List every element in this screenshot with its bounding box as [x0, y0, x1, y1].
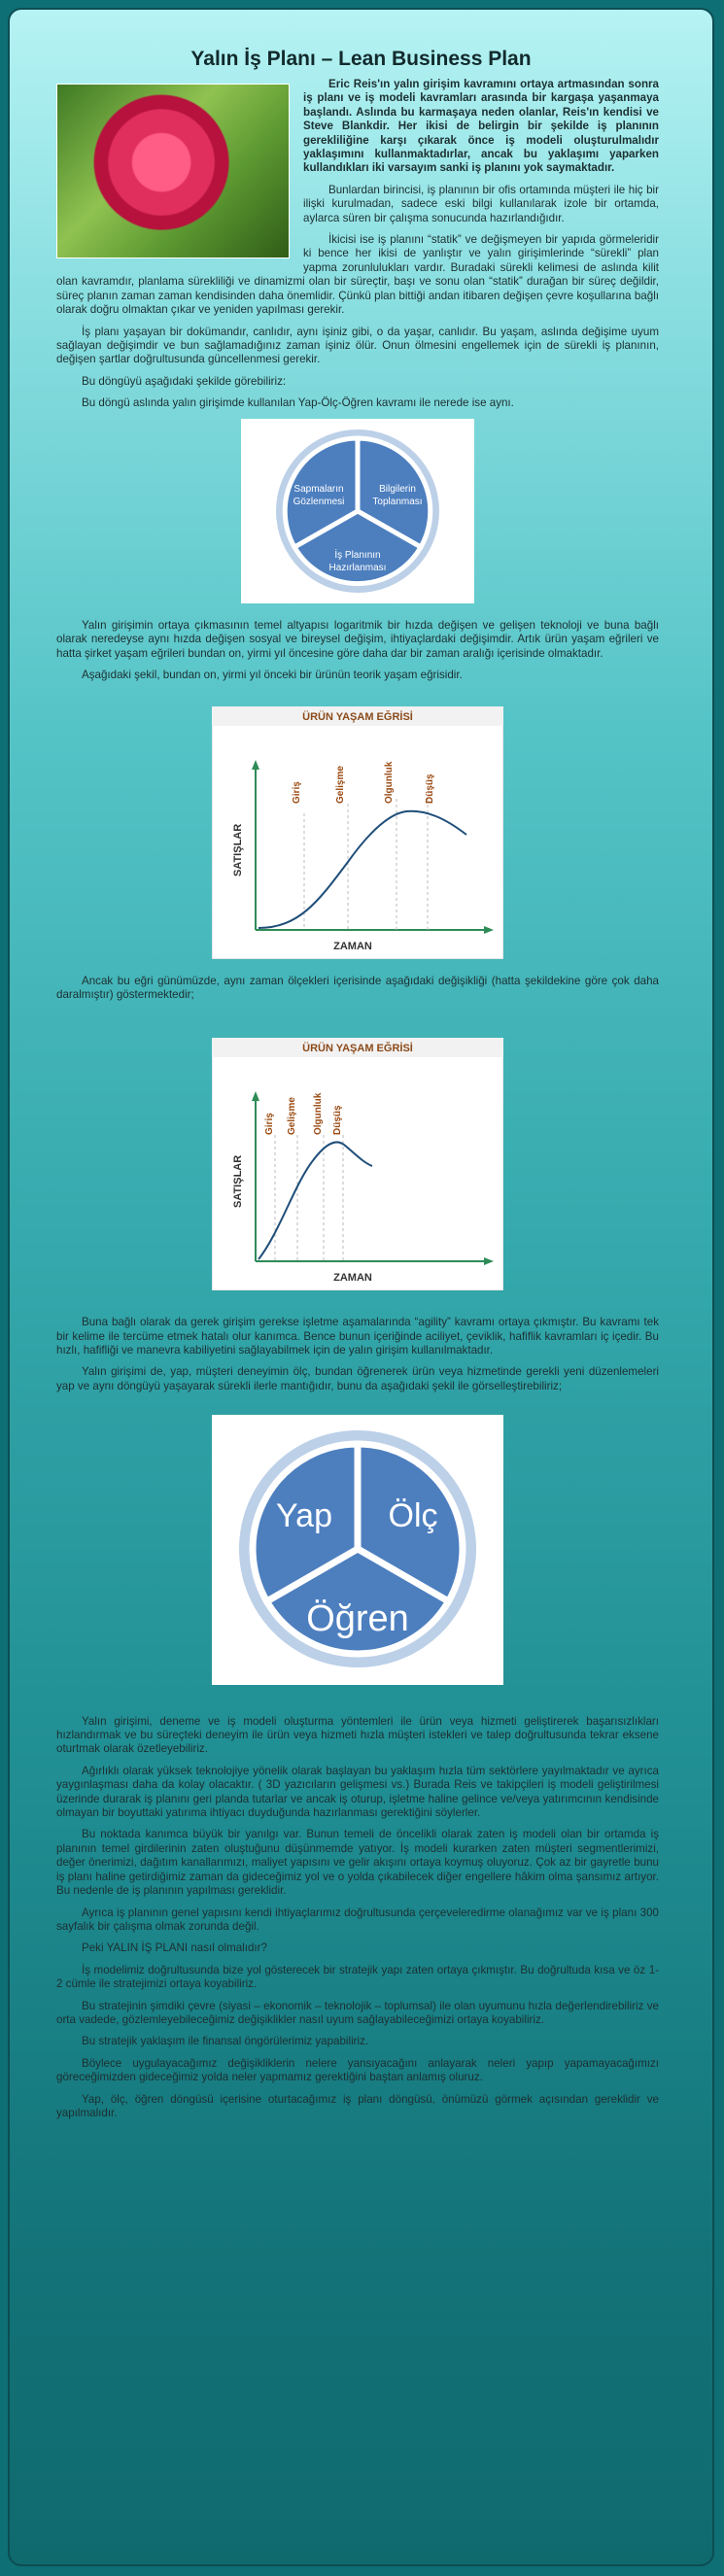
paragraph: Yalın girişimi, deneme ve iş modeli oluşturma yöntemleri ile ürün veya hizmeti geliştirerek başarısızlıkları hızlandırmak ve bu süreçteki deneyim ile ürün veya hizmeti hızla müşteri istekleri ve talep doğrultusunda tekrar eksene oturtmak olarak özetleyebiliriz.: [56, 1714, 659, 1756]
paragraph: Peki YALIN İŞ PLANI nasıl olmalıdır?: [82, 1941, 267, 1955]
paragraph: İş modelimiz doğrultusunda bize yol gösterecek bir stratejik yapı zaten ortaya çıkmıştır. Bu doğrultuda kısa ve öz 1-2 cümle ile stratejimizi ortaya koyabiliriz.: [56, 1963, 659, 1991]
paragraph: Yap, ölç, öğren döngüsü içerisine oturtacağımız iş planı döngüsü, önümüzü görmek açısından gereklidir ve yapılmalıdır.: [56, 2092, 659, 2119]
planning-cycle-diagram: [241, 419, 474, 603]
cycle1-top-left-line2: Gözlenmesi: [293, 496, 345, 507]
cycle1-top-right-line1: Bilgilerin: [379, 483, 416, 495]
curve1-stage-growth: Gelişme: [335, 765, 346, 804]
curve1-title: ÜRÜN YAŞAM EĞRİSİ: [302, 710, 413, 723]
curve1-ylabel: SATIŞLAR: [232, 823, 244, 876]
curve2-stage-growth: Gelişme: [287, 1096, 297, 1135]
curve2-stage-maturity: Olgunluk: [313, 1092, 324, 1135]
paragraph: Bu döngüyü aşağıdaki şekilde görebiliriz:: [82, 374, 287, 388]
paragraph: Buna bağlı olarak da gerek girişim gerekse işletme aşamalarında “agility” kavramı ortaya çıkmıştır. Bu kavramı tek bir kelime ile tercüme etmek hatalı olur kanımca. Bence bunun içeriğinde aciliyet, çeviklik, hafiflik kavramları iç içedir. Bu hızlı, hafifliği ve manevra kabiliyetini sağlayabilmek için de yalın girişim kullanılmaktadır.: [56, 1316, 659, 1357]
cycle1-top-left-line1: Sapmaların: [293, 483, 344, 495]
paragraph: İkicisi ise iş planını “statik” ve değişmeyen bir yapıda görmeleridir ki bence her ikisi de yanlıştır ve yalın girişimlerinde “sürekli” plan yapma zorunlulukları vardır. Buradaki sürekli kelimesi de aslında kilit olan kavramdır, planlama sürekliliği ve dinamizmi olan bir süreçtir, başı ve sonu olan “statik” durağan bir süreç değildir, süreç planın zaman zaman kendisinden daha önemlidir. Çünkü plan bittiği andan itibaren değişen çevre koşullarına bağlı olarak doğru olmaktan çıkar ve yeniden yapılması gerekir.: [56, 233, 659, 317]
paragraph: Ayrıca iş planının genel yapısını kendi ihtiyaçlarımız doğrultusunda çerçeveleredirme olanağımız var ve iş planı 300 sayfalık bir çalışma olmak zorunda değil.: [56, 1906, 659, 1933]
cycle1-top-right-line2: Toplanması: [372, 496, 423, 507]
paragraph: Bu noktada kanımca büyük bir yanılgı var. Bunun temeli de öncelikli olarak zaten iş modeli olan bir ortamda iş planının temel girdilerinin zaten oluştuğunu düşünmemde yatıyor. İş modeli kurarken zaten müşteri segmentlerimizi, değer önerimizi, dağıtım kanallarımızı, maliyet yapısını ve gelir akışını ortaya koymuş oluyoruz. Çok az bir gayretle bunu iş planı haline getirdiğimiz zaman da gideceğimiz yol ve o yolda çıkabilecek diğer engellere hâkim olma şansımız artıyor. Bu nedenle de iş planının yapılması gereklidir.: [56, 1828, 659, 1898]
paragraph: Ancak bu eğri günümüzde, aynı zaman ölçekleri içerisinde aşağıdaki değişikliği (hatta şekildekine göre çok daha daralmıştır) göstermektedir;: [56, 974, 659, 1002]
cycle2-measure: Ölç: [388, 1497, 438, 1535]
paragraph: Yalın girişimi de, yap, müşteri deneyimin ölç, bundan öğrenerek ürün veya hizmetinde gerekli yeni düzenlemeleri yap ve aynı döngüyü yaşayarak sürekli ilerle mantığıdır, bunu da aşağıdaki şekil ile görselleştirebiliriz;: [56, 1365, 659, 1392]
page-title: Yalın İş Planı – Lean Business Plan: [190, 48, 532, 70]
cycle2-learn: Öğren: [306, 1598, 409, 1640]
planning-cycle-figure: [56, 419, 659, 607]
paragraph: Bu stratejinin şimdiki çevre (siyasi – ekonomik – teknolojik – toplumsal) ile olan uyumunu hızla değerlendirebiliriz ve orta vadede, gözlemleyebileceğimiz değişiklikler nasıl uyum sağlayabileceğimizi ortaya koyabiliriz.: [56, 1999, 659, 2026]
cycle2-build: Yap: [276, 1497, 332, 1535]
curve2-ylabel: SATIŞLAR: [232, 1154, 244, 1208]
curve2-stage-intro: Giriş: [264, 1112, 275, 1135]
paragraph: İş planı yaşayan bir dokümandır, canlıdır, aynı işiniz gibi, o da yaşar, canlıdır. Bu yaşam, aslında değişime uyum sağlayan değişimdir ve bun sağlamadığınız zaman işiniz ölür. Onun ölmesini engellemek için de sürekli iş planının, değişen şartlar doğrultusunda güncellenmesi gerekir.: [56, 325, 659, 366]
product-life-curve-old: [212, 706, 503, 959]
paragraph: Yalın girişimin ortaya çıkmasının temel altyapısı logaritmik bir hızda değişen ve gelişen teknoloji ve buna bağlı olarak neredeyse aynı hızda değişen sosyal ve bireysel değişim, ihtiyaçlardaki değişimdir. Artık ürün yaşam eğrileri ve hatta şirket yaşam eğrileri bundan on, yirmi yıl öncesine göre daha dar bir zaman aralığı içerisinde olmaktadır.: [56, 618, 659, 660]
curve1-stage-intro: Giriş: [292, 780, 302, 804]
build-measure-learn-diagram: [212, 1415, 503, 1685]
intro-paragraph: Eric Reis'ın yalın girişim kavramını ortaya artmasından sonra iş planı ve iş modeli kavramları arasında bir kargaşa yaşanmaya başlandı. Aslında bu karmaşaya neden olanlar, Reis'ın kendisi ve Steve Blankdir. Her ikisi de belirgin bir şekilde iş planının gerekliliğine karşı çıkarak önce iş modeli oluşturulmalıdır yaklaşımını kullanmaktadırlar, ancak bu yaklaşımı yaparken kullandıkları iki varsayım sanki iş planını yok saymaktadır.: [303, 78, 659, 175]
build-measure-learn-figure: [56, 1415, 659, 1689]
curve1-stage-decline: Düşüş: [425, 773, 435, 804]
curve2-xlabel: ZAMAN: [333, 1271, 372, 1284]
paragraph: Bu döngü aslında yalın girişimde kullanılan Yap-Ölç-Öğren kavramı ile nerede ise aynı.: [82, 396, 514, 410]
paragraph: Bunlardan birincisi, iş planının bir ofis ortamında müşteri ile hiç bir ilişki kurulmadan, sadece eski bilgi kullanılarak izole bir ortamda, aylarca süren bir çalışma sonucunda hazırlandığıdır.: [303, 183, 659, 224]
curve1-xlabel: ZAMAN: [333, 940, 372, 952]
curve2-stage-decline: Düşüş: [332, 1105, 343, 1135]
product-life-curve-old-figure: [56, 706, 659, 963]
cycle1-bottom-line2: Hazırlanması: [328, 562, 387, 573]
curve2-title: ÜRÜN YAŞAM EĞRİSİ: [302, 1042, 413, 1054]
rose-photo: [56, 84, 290, 258]
cycle1-bottom-line1: İş Planının: [334, 549, 381, 561]
paragraph: Bu stratejik yaklaşım ile finansal öngörülerimiz yapabiliriz.: [82, 2035, 369, 2048]
paragraph: Ağırlıklı olarak yüksek teknolojiye yönelik olarak başlayan bu yaklaşım hızla tüm sektörlere yayılmaktadır ve ayrıca yaygınlaşması daha da kolay olacaktır. ( 3D yazıcıların gelişmesi vs.) Burada Reis ve takipçileri iş modeli geliştirilmesi üzerinde durarak iş planını geri planda tutarlar ve ancak iş oturup, işletme haline gelince ve/veya yatırımcının kendisinde olmayan bir boyuttaki yatırıma ihtiyacı duyduğunda hazırlanması gerektiğini söylerler.: [56, 1764, 659, 1820]
product-life-curve-new-figure: [56, 1038, 659, 1294]
page: [8, 8, 714, 2566]
curve1-stage-maturity: Olgunluk: [384, 761, 395, 804]
paragraph: Böylece uygulayacağımız değişikliklerin nelere yansıyacağını anlayarak neleri yapıp yapamayacağımızı göreceğimizden gideceğimiz yolda neler yapmamız gerektiğini baştan anlamış oluruz.: [56, 2056, 659, 2084]
product-life-curve-new: [212, 1038, 503, 1290]
article-body: [56, 78, 659, 2128]
paragraph: Aşağıdaki şekil, bundan on, yirmi yıl önceki bir ürünün teorik yaşam eğrisidir.: [82, 669, 463, 682]
